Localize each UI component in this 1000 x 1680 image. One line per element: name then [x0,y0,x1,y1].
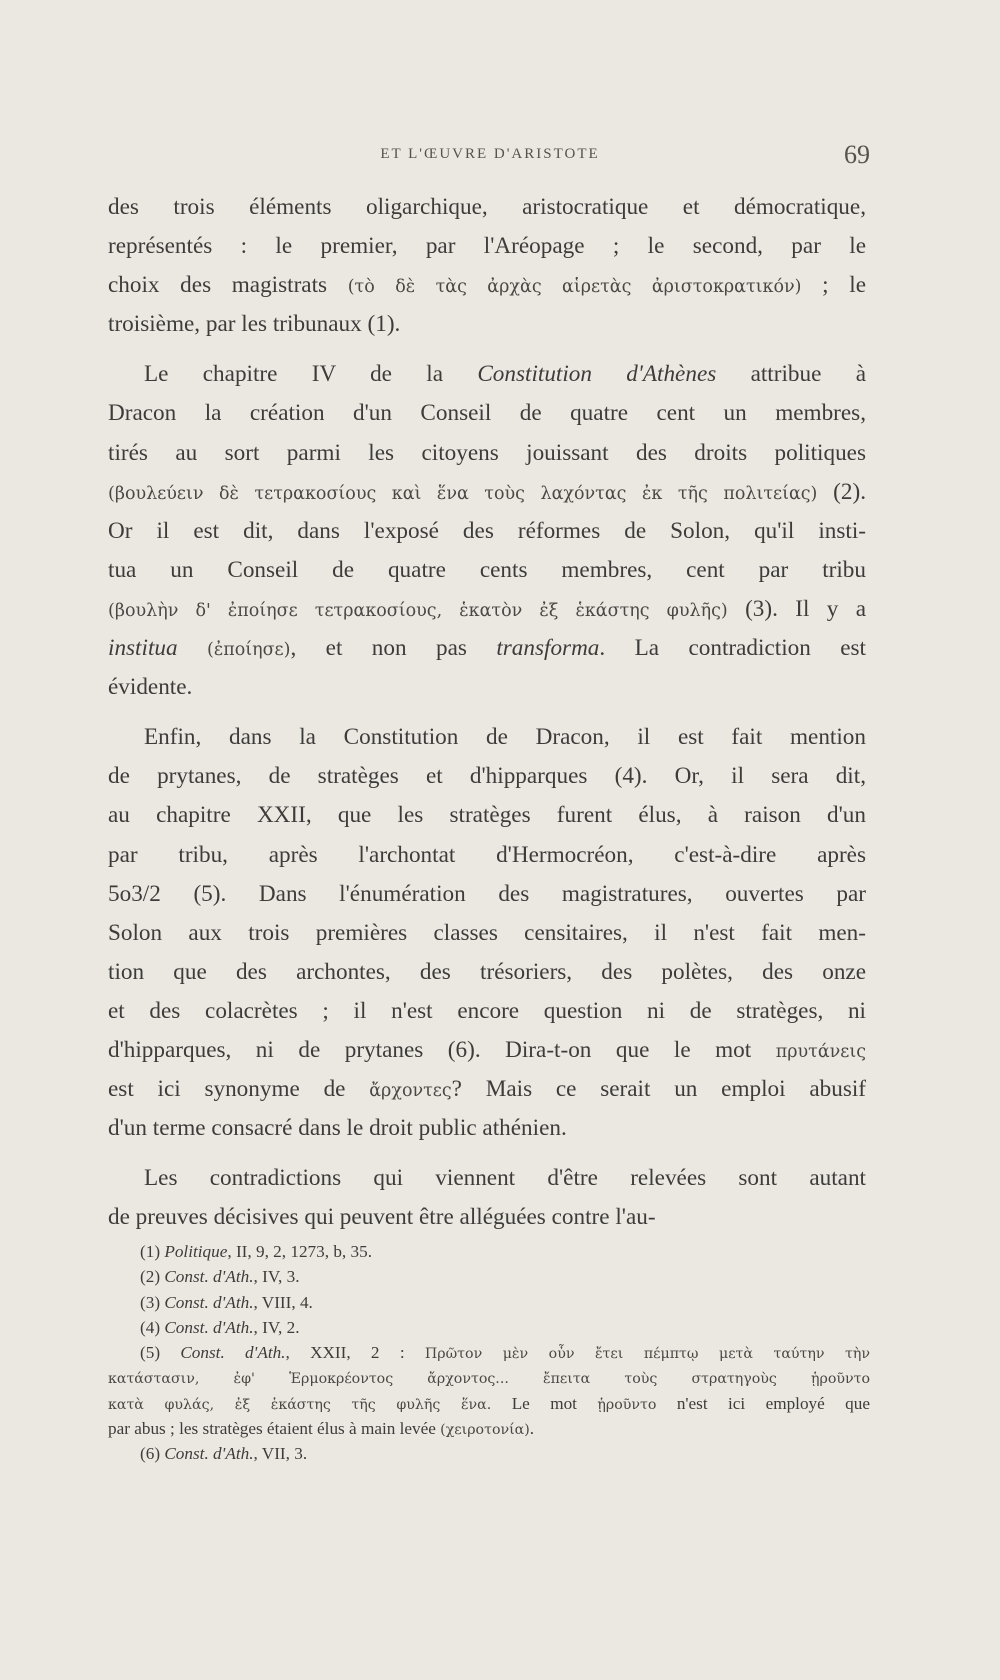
text-run: (6) [140,1444,165,1464]
text-run: (5) [140,1343,181,1363]
footnote-line [108,1441,870,1466]
greek-quotation: πρυτάνεις [775,1041,866,1062]
text-run: des trois éléments oligarchique, aristocratique et démocratique, [108,194,866,220]
text-run: Le chapitre IV de la [144,361,478,388]
text-run: et des colacrètes ; il n'est encore question ni de stratèges, ni [108,997,866,1024]
text-line [108,757,866,796]
text-run: (3). Il y a [727,595,866,622]
paragraph [108,718,866,1148]
text-run: (2). [817,478,866,505]
text-run: Solon aux trois premières classes censitaires, il n'est fait men- [108,919,866,946]
footnote [108,1264,870,1289]
text-line [108,394,866,433]
italic-text: Const. d'Ath. [164,1292,254,1312]
text-line [108,1070,866,1109]
text-line [108,875,866,914]
text-run: (3) [140,1292,165,1312]
text-run: représentés : le premier, par l'Aréopage ; le second, par le [108,233,866,260]
footnote-line [108,1416,870,1441]
text-run: évidente. [108,674,193,701]
text-line [108,1198,866,1237]
greek-quotation: κατὰ φυλάς, ἐξ ἑκάστης τῆς φυλῆς ἕνα. [108,1396,492,1413]
footnote-line [108,1239,870,1264]
text-run: ? Mais ce serait un emploi abusif [451,1076,867,1103]
paragraph-gap [108,344,866,355]
text-run: par tribu, après l'archontat d'Hermocréon, c'est-à-dire après [108,841,866,868]
italic-text: institua [108,635,178,662]
footnote-line [108,1365,870,1390]
text-run: d'un terme consacré dans le droit public athénien. [108,1115,567,1142]
greek-quotation: Πρῶτον μὲν οὖν ἔτει πέμπτῳ μετὰ ταύτην τὴν [424,1346,870,1363]
body-text [108,188,866,1237]
text-line [108,629,866,668]
greek-quotation: (τὸ δὲ τὰς ἀρχὰς αἱρετὰς ἀριστοκρατικόν) [347,277,802,298]
paragraph-gap [108,1148,866,1159]
running-title: ET L'ŒUVRE D'ARISTOTE [380,146,600,162]
greek-quotation: (βουλεύειν δὲ τετρακοσίους καὶ ἕνα τοὺς λαχόντας ἐκ τῆς πολιτείας) [108,483,818,504]
text-run: . La contradiction est [599,635,866,662]
footnote-line [108,1315,870,1340]
text-run: au chapitre XXII, que les stratèges furent élus, à raison d'un [108,802,866,829]
greek-quotation: ἄρχοντες [369,1081,452,1102]
page-number: 69 [844,140,870,169]
running-header [110,140,870,170]
text-line [108,590,866,629]
text-line [108,914,866,953]
paragraph [108,188,866,344]
text-run: de prytanes, de stratèges et d'hipparques (4). Or, il sera dit, [108,763,866,790]
italic-text: Const. d'Ath. [164,1267,254,1287]
text-run: , IV, 2. [253,1317,300,1337]
italic-text: Const. d'Ath. [180,1343,286,1363]
italic-text: Politique [164,1242,228,1261]
italic-text: Constitution d'Athènes [477,361,717,388]
text-run: est ici synonyme de [108,1076,370,1103]
text-line [108,1031,866,1070]
text-line [108,512,866,551]
footnote-line [108,1391,870,1416]
text-run: Les contradictions qui viennent d'être relevées sont autant [144,1165,866,1192]
text-line [108,953,866,992]
text-run: d'hipparques, ni de prytanes (6). Dira-t-on que le mot [108,1036,776,1063]
text-run: (4) [140,1317,165,1337]
paragraph [108,1159,866,1237]
text-run: Le mot [491,1393,598,1413]
greek-quotation: κατάστασιν, ἐφ' Ἑρμοκρέοντος ἄρχοντος... ἔπειτα τοὺς στρατηγοὺς ᾑροῦντο [108,1371,870,1388]
footnote [108,1340,870,1441]
text-run: , XXII, 2 : [285,1343,425,1363]
footnote [108,1315,870,1340]
text-line [108,227,866,266]
text-line [108,668,866,707]
greek-quotation: ᾑροῦντο [597,1396,657,1413]
text-run: , IV, 3. [253,1267,300,1287]
text-line [108,266,866,305]
text-run: n'est ici employé que [656,1393,870,1413]
text-line [108,188,866,227]
text-line [108,434,866,473]
paragraph-gap [108,707,866,718]
text-line [108,718,866,757]
text-run: tua un Conseil de quatre cents membres, cent par tribu [108,556,866,583]
text-run: , VIII, 4. [253,1292,313,1312]
text-line [108,473,866,512]
italic-text: transforma [496,635,600,662]
text-run: troisième, par les tribunaux (1). [108,311,401,338]
text-line [108,836,866,875]
text-run: (1) [140,1242,165,1261]
text-run: Dracon la création d'un Conseil de quatre cent un membres, [108,400,866,427]
text-run: , II, 9, 2, 1273, b, 35. [227,1242,373,1261]
greek-quotation: (βουλὴν δ' ἐποίησε τετρακοσίους, ἑκατὸν ἐξ ἑκάστης φυλῆς) [108,600,728,621]
text-run: 5o3/2 (5). Dans l'énumération des magistratures, ouvertes par [108,880,866,907]
text-run: par abus ; les stratèges étaient élus à main levée [108,1419,441,1439]
greek-quotation: (ἐποίησε) [207,640,291,661]
text-line [108,796,866,835]
text-run: (2) [140,1267,165,1287]
footnote [108,1239,870,1264]
footnote [108,1441,870,1466]
text-run: , VII, 3. [253,1444,308,1464]
footnotes [108,1239,870,1467]
text-run: tirés au sort parmi les citoyens jouissant des droits politiques [108,439,866,466]
footnote-line [108,1264,870,1289]
footnote-line [108,1290,870,1315]
text-line [108,355,866,394]
paragraph [108,355,866,707]
footnote [108,1290,870,1315]
italic-text: Const. d'Ath. [164,1444,254,1464]
text-run: choix des magistrats [108,272,348,299]
text-run: Or il est dit, dans l'exposé des réformes de Solon, qu'il insti- [108,517,866,544]
text-run: , et non pas [290,635,497,662]
greek-quotation: (χειροτονία) [440,1422,530,1439]
text-run [178,635,207,661]
footnote-line [108,1340,870,1365]
text-line [108,1159,866,1198]
text-line [108,992,866,1031]
text-run: tion que des archontes, des trésoriers, des polètes, des onze [108,958,866,985]
text-run: de preuves décisives qui peuvent être alléguées contre l'au- [108,1204,656,1231]
text-line [108,305,866,344]
text-line [108,551,866,590]
italic-text: Const. d'Ath. [164,1317,254,1337]
text-run: . [529,1419,535,1439]
text-run: ; le [801,272,866,299]
text-run: Enfin, dans la Constitution de Dracon, il est fait mention [144,724,866,751]
text-run: attribue à [716,361,866,388]
text-line [108,1109,866,1148]
